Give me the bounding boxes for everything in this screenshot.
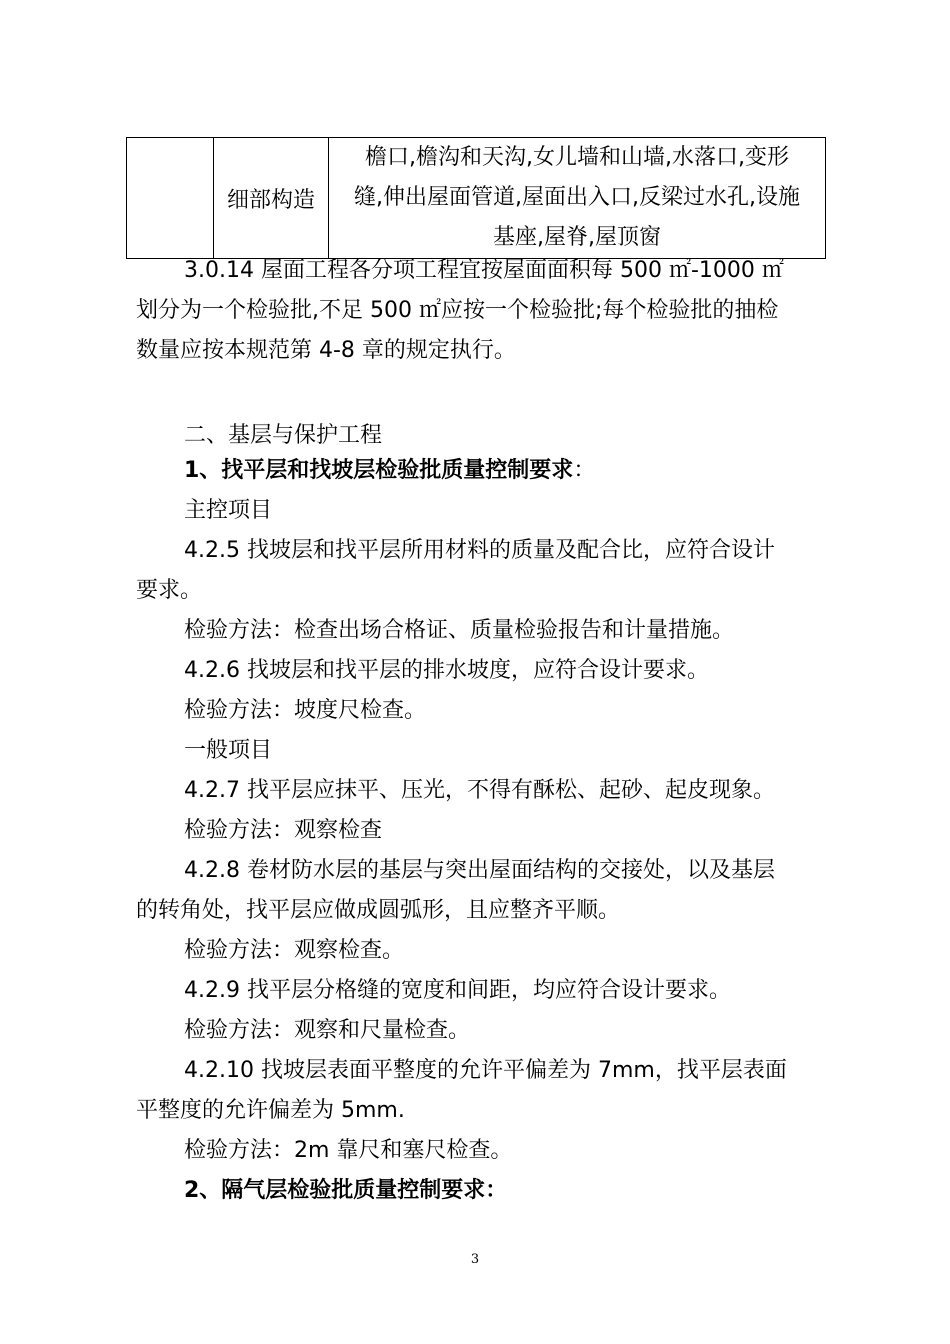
clause-425-line: 4.2.5 找坡层和找平层所用材料的质量及配合比，应符合设计 <box>184 538 775 563</box>
clause-4210-line: 4.2.10 找坡层表面平整度的允许平偏差为 7mm，找平层表面 <box>184 1058 787 1083</box>
table-cell-empty <box>127 138 214 259</box>
page-number: 3 <box>470 1252 480 1267</box>
clause-428-line: 4.2.8 卷材防水层的基层与突出屋面结构的交接处，以及基层 <box>184 858 775 883</box>
main-control-items-label: 主控项目 <box>184 498 273 523</box>
section-heading: 二、基层与保护工程 <box>184 423 383 448</box>
table-cell-line: 缝,伸出屋面管道,屋面出入口,反梁过水孔,设施 <box>354 185 800 210</box>
subsection-heading <box>184 457 836 485</box>
clause-426: 4.2.6 找坡层和找平层的排水坡度，应符合设计要求。 <box>184 658 709 683</box>
method-428: 检验方法：观察检查。 <box>184 938 405 963</box>
table-row <box>127 138 826 259</box>
method-427: 检验方法：观察检查 <box>184 818 383 843</box>
table-cell-items <box>329 138 826 259</box>
general-items-label: 一般项目 <box>184 738 273 763</box>
clause-425-line: 要求。 <box>136 578 203 603</box>
continued-table <box>126 137 826 259</box>
method-425: 检验方法：检查出场合格证、质量检验报告和计量措施。 <box>184 618 735 643</box>
method-426: 检验方法：坡度尺检查。 <box>184 698 427 723</box>
subsection-heading-colon: ： <box>573 458 596 483</box>
clause-428-line: 的转角处，找平层应做成圆弧形，且应整齐平顺。 <box>136 898 621 923</box>
clause-3014-line: 划分为一个检验批,不足 500 ㎡应按一个检验批;每个检验批的抽检 <box>136 298 779 323</box>
clause-429: 4.2.9 找平层分格缝的宽度和间距，均应符合设计要求。 <box>184 978 731 1003</box>
table-cell-line: 基座,屋脊,屋顶窗 <box>493 225 661 250</box>
clause-4210-line: 平整度的允许偏差为 5mm. <box>136 1098 405 1123</box>
method-4210: 检验方法：2m 靠尺和塞尺检查。 <box>184 1138 513 1163</box>
table-cell-line: 檐口,檐沟和天沟,女儿墙和山墙,水落口,变形 <box>365 145 789 170</box>
subsection-heading-text: 1、找平层和找坡层检验批质量控制要求 <box>184 458 574 483</box>
subsection-heading-2: 2、隔气层检验批质量控制要求： <box>184 1178 508 1203</box>
clause-3014-line: 数量应按本规范第 4-8 章的规定执行。 <box>136 338 516 363</box>
method-429: 检验方法：观察和尺量检查。 <box>184 1018 471 1043</box>
clause-3014-line: 3.0.14 屋面工程各分项工程宜按屋面面积每 500 ㎡-1000 ㎡ <box>184 258 784 283</box>
table-cell-category: 细部构造 <box>214 138 329 259</box>
clause-427: 4.2.7 找平层应抹平、压光，不得有酥松、起砂、起皮现象。 <box>184 778 775 803</box>
